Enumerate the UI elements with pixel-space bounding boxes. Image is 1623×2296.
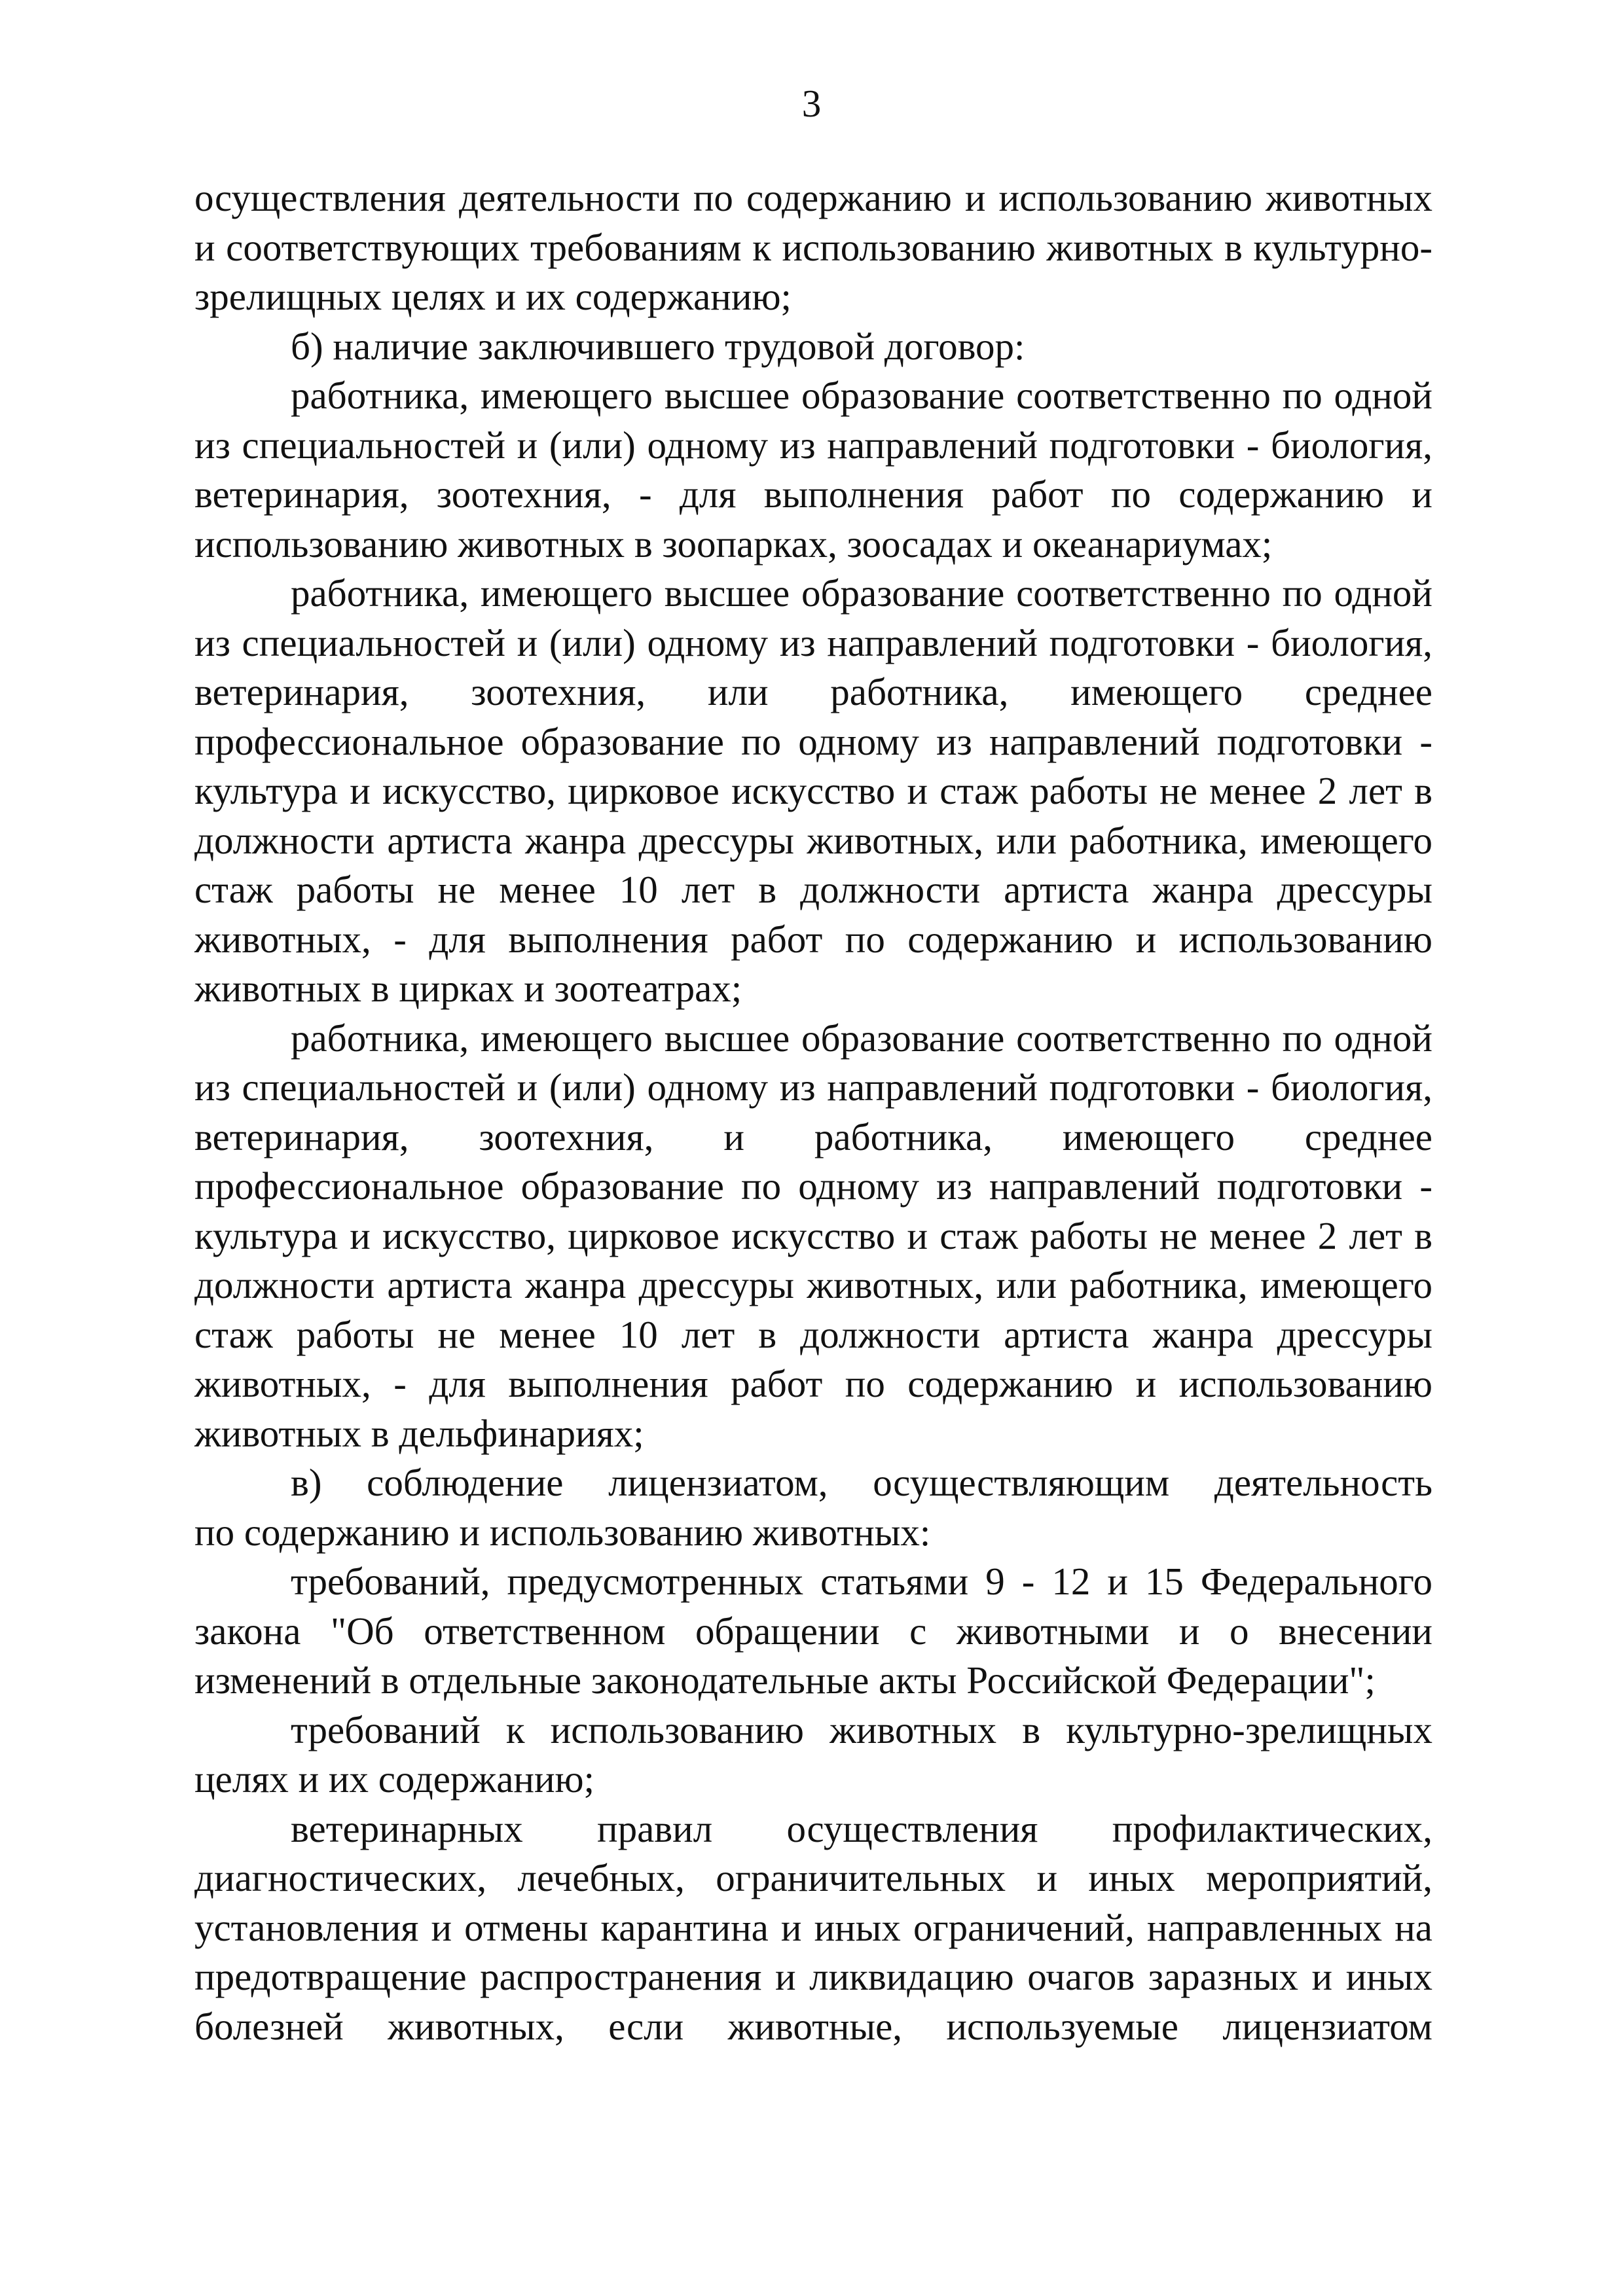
- paragraph-cont-line: осуществления деятельности по содержанию и использованию животных: [194, 176, 1432, 219]
- paragraph-vet-rules-line: предотвращение распространения и ликвидацию очагов заразных и иных: [194, 1955, 1432, 1998]
- paragraph-req-use-line: целях и их содержанию;: [194, 1757, 595, 1801]
- paragraph-req-law-line: закона "Об ответственном обращении с животными и о внесении: [194, 1609, 1432, 1653]
- paragraph-worker-dolphinarium-line: должности артиста жанра дрессуры животных, или работника, имеющего: [194, 1263, 1432, 1306]
- paragraph-v-line: в) соблюдение лицензиатом, осуществляющим деятельность: [291, 1461, 1432, 1504]
- document-body: [194, 173, 1432, 2051]
- paragraph-req-law-line: требований, предусмотренных статьями 9 - 12 и 15 Федерального: [291, 1560, 1432, 1603]
- paragraph-worker-dolphinarium-line: работника, имеющего высшее образование соответственно по одной: [291, 1016, 1432, 1060]
- paragraph-worker-circus-line: культура и искусство, цирковое искусство и стаж работы не менее 2 лет в: [194, 769, 1432, 812]
- paragraph-vet-rules-line: ветеринарных правил осуществления профилактических,: [291, 1806, 1432, 1850]
- page-number: 3: [801, 82, 822, 125]
- paragraph-worker-dolphinarium-line: стаж работы не менее 10 лет в должности артиста жанра дрессуры: [194, 1312, 1432, 1356]
- paragraph-cont-line: зрелищных целях и их содержанию;: [194, 275, 792, 318]
- paragraph-worker-zoo-line: ветеринария, зоотехния, - для выполнения работ по содержанию и: [194, 473, 1432, 516]
- paragraph-worker-zoo-line: из специальностей и (или) одному из направлений подготовки - биология,: [194, 423, 1432, 467]
- paragraph-req-law-line: изменений в отдельные законодательные акты Российской Федерации";: [194, 1659, 1376, 1702]
- paragraph-worker-circus-line: профессиональное образование по одному из направлений подготовки -: [194, 719, 1432, 763]
- paragraph-worker-dolphinarium-line: профессиональное образование по одному из направлений подготовки -: [194, 1164, 1432, 1208]
- paragraph-worker-dolphinarium-line: культура и искусство, цирковое искусство и стаж работы не менее 2 лет в: [194, 1213, 1432, 1257]
- paragraph-worker-dolphinarium-line: из специальностей и (или) одному из направлений подготовки - биология,: [194, 1066, 1432, 1109]
- paragraph-vet-rules-line: диагностических, лечебных, ограничительных и иных мероприятий,: [194, 1856, 1432, 1899]
- paragraph-vet-rules-line: болезней животных, если животные, используемые лицензиатом: [194, 2004, 1432, 2048]
- paragraph-worker-circus-line: работника, имеющего высшее образование соответственно по одной: [291, 571, 1432, 615]
- paragraph-b-line: б) наличие заключившего трудовой договор:: [291, 324, 1025, 368]
- paragraph-worker-circus-line: животных в цирках и зоотеатрах;: [194, 967, 742, 1010]
- paragraph-worker-dolphinarium-line: ветеринария, зоотехния, и работника, имеющего среднее: [194, 1115, 1432, 1158]
- paragraph-cont-line: и соответствующих требованиям к использованию животных в культурно-: [194, 225, 1432, 269]
- paragraph-worker-dolphinarium-line: животных в дельфинариях;: [194, 1411, 644, 1455]
- paragraph-worker-circus-line: ветеринария, зоотехния, или работника, имеющего среднее: [194, 670, 1432, 713]
- paragraph-worker-circus-line: стаж работы не менее 10 лет в должности артиста жанра дрессуры: [194, 868, 1432, 911]
- paragraph-worker-circus-line: из специальностей и (или) одному из направлений подготовки - биология,: [194, 620, 1432, 664]
- paragraph-req-use-line: требований к использованию животных в культурно-зрелищных: [291, 1708, 1432, 1751]
- paragraph-worker-dolphinarium-line: животных, - для выполнения работ по содержанию и использованию: [194, 1362, 1432, 1405]
- paragraph-vet-rules-line: установления и отмены карантина и иных ограничений, направленных на: [194, 1905, 1432, 1949]
- paragraph-worker-zoo-line: использованию животных в зоопарках, зоосадах и океанариумах;: [194, 522, 1273, 565]
- paragraph-worker-zoo-line: работника, имеющего высшее образование соответственно по одной: [291, 374, 1432, 417]
- paragraph-worker-circus-line: животных, - для выполнения работ по содержанию и использованию: [194, 917, 1432, 961]
- paragraph-worker-circus-line: должности артиста жанра дрессуры животных, или работника, имеющего: [194, 818, 1432, 862]
- paragraph-v-line: по содержанию и использованию животных:: [194, 1510, 931, 1554]
